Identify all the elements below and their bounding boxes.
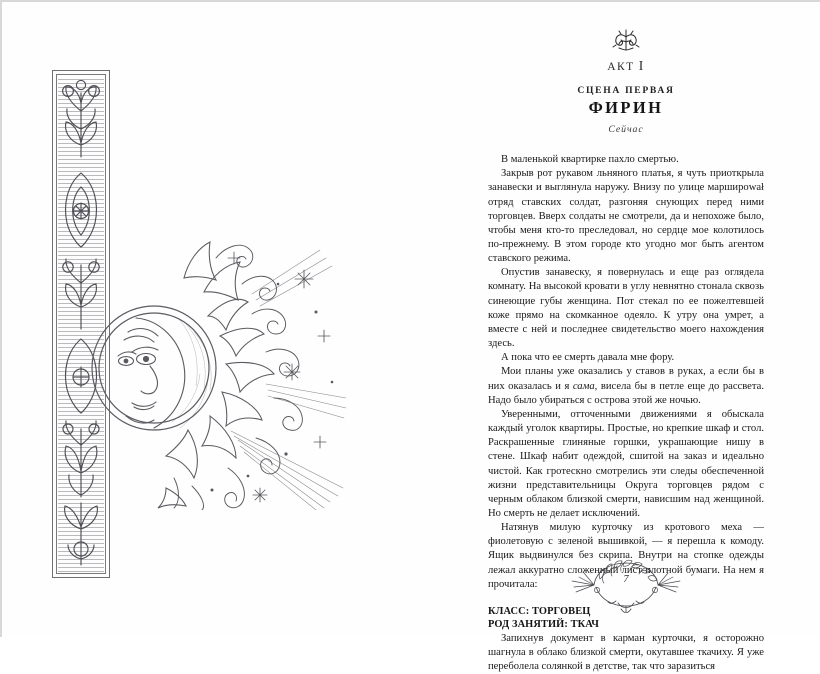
text-column — [488, 2, 764, 673]
paragraph: Опустив занавеску, я повернулась и еще раз оглядела комнату. На высокой кровати в углу невнятно стонала сквозь синеющие губы женщина. Пот стекал по ее пожелтевшей коже прямо на скомканное одеяло. К утру она умрет, а вместе с ней и последнее свидетельство моего нахождения здесь. — [488, 267, 764, 350]
engraved-sun-with-face-illustration-icon — [88, 240, 348, 510]
sun-engraving-svg — [88, 240, 348, 510]
laurel-wreath-ornament-icon — [566, 559, 686, 613]
crown-flourish-ornament-icon — [608, 28, 644, 58]
document-line-occupation: РОД ЗАНЯТИЙ: ТКАЧ — [488, 619, 600, 631]
scene-label: СЦЕНА ПЕРВАЯ — [577, 84, 675, 96]
paragraph: В маленькой квартирке пахло смертью. — [501, 154, 679, 166]
paragraph: А пока что ее смерть давала мне фору. — [501, 352, 675, 364]
scene-time: Сейчас — [608, 124, 644, 136]
paragraph: Натянув милую курточку из кротового меха — фиолетовую с зеленой вышивкой, — я перешла к комоду. Ящик выдвинулся без скрипа. Внутри на стопке одежды лежал аккуратно сложенный лист плотной бумаги. На нем я прочитала: — [488, 522, 764, 590]
document-line-class: КЛАСС: ТОРГОВЕЦ — [488, 605, 591, 617]
paragraph: Уверенными, отточенными движениями я обыскала каждый уголок квартиры. Простые, но крепкие шкаф и стол. Раскрашенные глиняные горшки, украшающие нишу в стене. Шкаф набит одеждой, сшитой на заказ и идеально чистой. Как гротескно смотрелись эти следы обеспеченной жизни представительницы Округа торговцев рядом с черным облаком близкой смерти, нависшим над женщиной. Но смерть не делает исключений. — [488, 408, 764, 519]
page-number: 7 — [623, 574, 629, 585]
chapter-heading — [488, 2, 764, 136]
act-number: I — [638, 58, 645, 73]
italic-emphasis: сама — [572, 380, 595, 392]
paragraph: Закрыв рот рукавом льняного платья, я чуть приоткрыла занавески и выглянула наружу. Внизу по улице марширował отряд ставских солдат, разгоняя снующих перед ними торговцев. Вверх солдаты не смотрели, да и непохоже было, чтобы меня кто-то преследовал, но сердце мое колотилось по-прежнему. В этом городе кто угодно мог быть агентом ставского режима. — [488, 168, 764, 265]
scene-title: ФИРИН — [588, 98, 664, 118]
act-label — [488, 59, 764, 74]
paragraph-with-italic — [488, 365, 764, 407]
paragraph: Запихнув документ в карман курточки, я осторожно шагнула в облако близкой смерти, окутавшее ткачиху. Я уже переболела солянкой в детстве, так что заразиться — [488, 632, 764, 673]
illustration-area — [2, 2, 462, 639]
act-prefix: АКТ — [607, 61, 635, 73]
page-folio — [566, 559, 686, 613]
text-after-italic: , висела бы в петле еще до рассвета. Надо было убираться с острова этой же ночью. — [488, 380, 764, 406]
text-before-italic: Мои планы уже оказались у ставов в руках, а если бы в них оказалась и я — [488, 366, 764, 392]
